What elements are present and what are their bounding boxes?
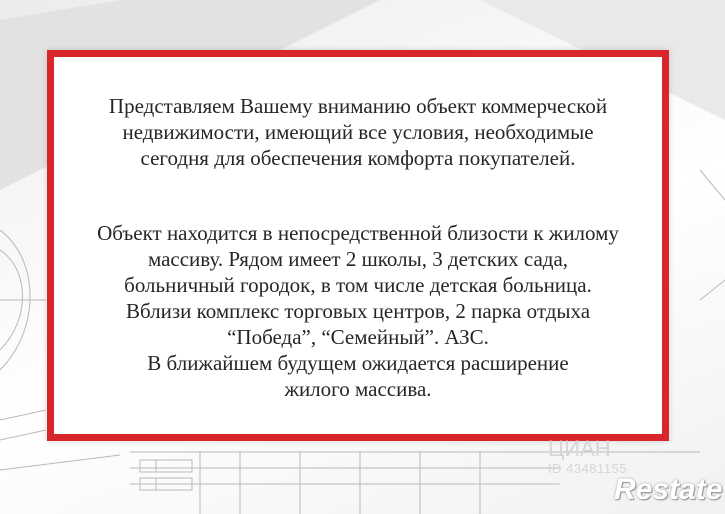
intro-line: сегодня для обеспечения комфорта покупателей.: [140, 146, 576, 170]
location-line: “Победа”, “Семейный”. АЗС.: [227, 325, 489, 349]
paragraph-location: [54, 220, 662, 402]
watermark-brand: ЦИАН: [548, 436, 611, 461]
intro-line: Представляем Вашему вниманию объект коммерческой: [108, 94, 608, 118]
location-line: В ближайшем будущем ожидается расширение: [147, 351, 569, 375]
location-line: Вблизи комплекс торговых центров, 2 парка отдыха: [125, 299, 591, 323]
restate-logo: Restate: [614, 473, 723, 506]
location-line: жилого массива.: [284, 377, 432, 401]
location-line: больничный городок, в том числе детская больница.: [124, 273, 592, 297]
intro-line: недвижимости, имеющий все условия, необходимые: [122, 120, 594, 144]
description-panel: [47, 50, 669, 441]
location-line: Объект находится в непосредственной близости к жилому: [97, 221, 619, 245]
paragraph-intro: [54, 93, 662, 171]
location-line: массиву. Рядом имеет 2 школы, 3 детских сада,: [147, 247, 569, 271]
cian-watermark: [548, 438, 627, 475]
watermark-id: ID 43481155: [548, 461, 627, 476]
